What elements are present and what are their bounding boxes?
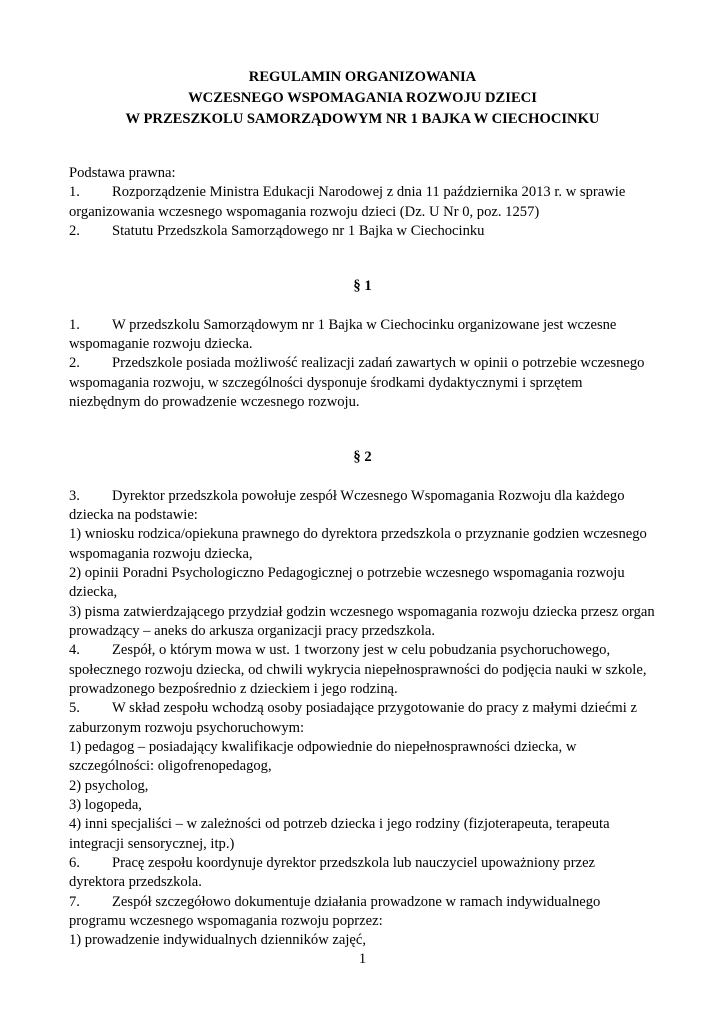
section-1-item-2 <box>69 354 644 372</box>
legal-basis-item-1 <box>69 183 625 201</box>
text-line: 3) pisma zatwierdzającego przydział godzin wczesnego wspomagania rozwoju dziecka przesz organ <box>69 604 655 620</box>
text-line: prowadzonego bezpośrednio z dzieckiem i jego rodziną. <box>69 681 398 697</box>
list-text: Statutu Przedszkola Samorządowego nr 1 Bajka w Ciechocinku <box>112 223 485 239</box>
list-number: 2. <box>69 223 80 239</box>
section-2-item-7 <box>69 893 600 911</box>
text-line: 2) opinii Poradni Psychologiczno Pedagogicznej o potrzebie wczesnego wspomagania rozwoju <box>69 565 625 581</box>
list-number: 1. <box>69 317 80 333</box>
list-text: Pracę zespołu koordynuje dyrektor przedszkola lub nauczyciel upoważniony przez <box>112 855 596 871</box>
text-line: prowadzący – aneks do arkusza organizacji pracy przedszkola. <box>69 623 436 639</box>
list-text: W przedszkolu Samorządowym nr 1 Bajka w Ciechocinku organizowane jest wczesne <box>112 317 617 333</box>
section-2-item-5 <box>69 699 637 717</box>
list-number: 4. <box>69 642 80 658</box>
list-text: Zespół, o którym mowa w ust. 1 tworzony jest w celu pobudzania psychoruchowego, <box>112 642 611 658</box>
document-title-line-1: REGULAMIN ORGANIZOWANIA <box>248 69 477 85</box>
list-text: Rozporządzenie Ministra Edukacji Narodowej z dnia 11 października 2013 r. w sprawie <box>112 184 626 200</box>
text-line: dyrektora przedszkola. <box>69 874 202 890</box>
section-2-heading: § 2 <box>353 449 372 465</box>
list-text: Zespół szczegółowo dokumentuje działania prowadzone w ramach indywidualnego <box>112 894 601 910</box>
section-1-item-2-cont-a: wspomagania rozwoju, w szczególności dysponuje środkami dydaktycznymi i sprzętem <box>69 375 583 391</box>
list-text: W skład zespołu wchodzą osoby posiadające przygotowanie do pracy z małymi dziećmi z <box>112 700 637 716</box>
legal-basis-item-1-cont: organizowania wczesnego wspomagania rozwoju dzieci (Dz. U Nr 0, poz. 1257) <box>69 204 540 220</box>
list-number: 6. <box>69 855 80 871</box>
list-number: 5. <box>69 700 80 716</box>
text-line: dziecka, <box>69 584 118 600</box>
list-number: 7. <box>69 894 80 910</box>
list-number: 2. <box>69 355 80 371</box>
section-2-item-6 <box>69 854 595 872</box>
text-line: 2) psycholog, <box>69 778 149 794</box>
text-line: integracji sensorycznej, itp.) <box>69 836 235 852</box>
section-1-item-2-cont-b: niezbędnym do prowadzenie wczesnego rozwoju. <box>69 394 360 410</box>
section-2-item-4 <box>69 641 610 659</box>
text-line: szczególności: oligofrenopedagog, <box>69 758 272 774</box>
text-line: społecznego rozwoju dziecka, od chwili wykrycia niepełnosprawności do podjęcia nauki w szkole, <box>69 662 647 678</box>
legal-basis-item-2 <box>69 222 484 240</box>
text-line: 4) inni specjaliści – w zależności od potrzeb dziecka i jego rodziny (fizjoterapeuta, terapeuta <box>69 816 610 832</box>
text-line: 3) logopeda, <box>69 797 142 813</box>
legal-basis-heading: Podstawa prawna: <box>69 165 176 181</box>
list-number: 3. <box>69 488 80 504</box>
document-title-line-2: WCZESNEGO WSPOMAGANIA ROZWOJU DZIECI <box>188 90 537 106</box>
list-text: Przedszkole posiada możliwość realizacji zadań zawartych w opinii o potrzebie wczesnego <box>112 355 645 371</box>
section-1-item-1 <box>69 316 616 334</box>
text-line: 1) pedagog – posiadający kwalifikacje odpowiednie do niepełnosprawności dziecka, w <box>69 739 577 755</box>
text-line: programu wczesnego wspomagania rozwoju poprzez: <box>69 913 383 929</box>
list-number: 1. <box>69 184 80 200</box>
section-1-item-1-cont: wspomaganie rozwoju dziecka. <box>69 336 253 352</box>
section-1-heading: § 1 <box>353 278 372 294</box>
section-2-item-3 <box>69 487 625 505</box>
text-line: zaburzonym rozwoju psychoruchowym: <box>69 720 305 736</box>
document-title-line-3: W PRZESZKOLU SAMORZĄDOWYM NR 1 BAJKA W CIECHOCINKU <box>125 111 600 127</box>
text-line: 1) prowadzenie indywidualnych dzienników zajęć, <box>69 932 367 948</box>
page-number: 1 <box>358 951 367 967</box>
text-line: wspomagania rozwoju dziecka, <box>69 546 253 562</box>
text-line: 1) wniosku rodzica/opiekuna prawnego do dyrektora przedszkola o przyznanie godzien wczesnego <box>69 526 647 542</box>
list-text: Dyrektor przedszkola powołuje zespół Wczesnego Wspomagania Rozwoju dla każdego <box>112 488 625 504</box>
text-line: dziecka na podstawie: <box>69 507 198 523</box>
